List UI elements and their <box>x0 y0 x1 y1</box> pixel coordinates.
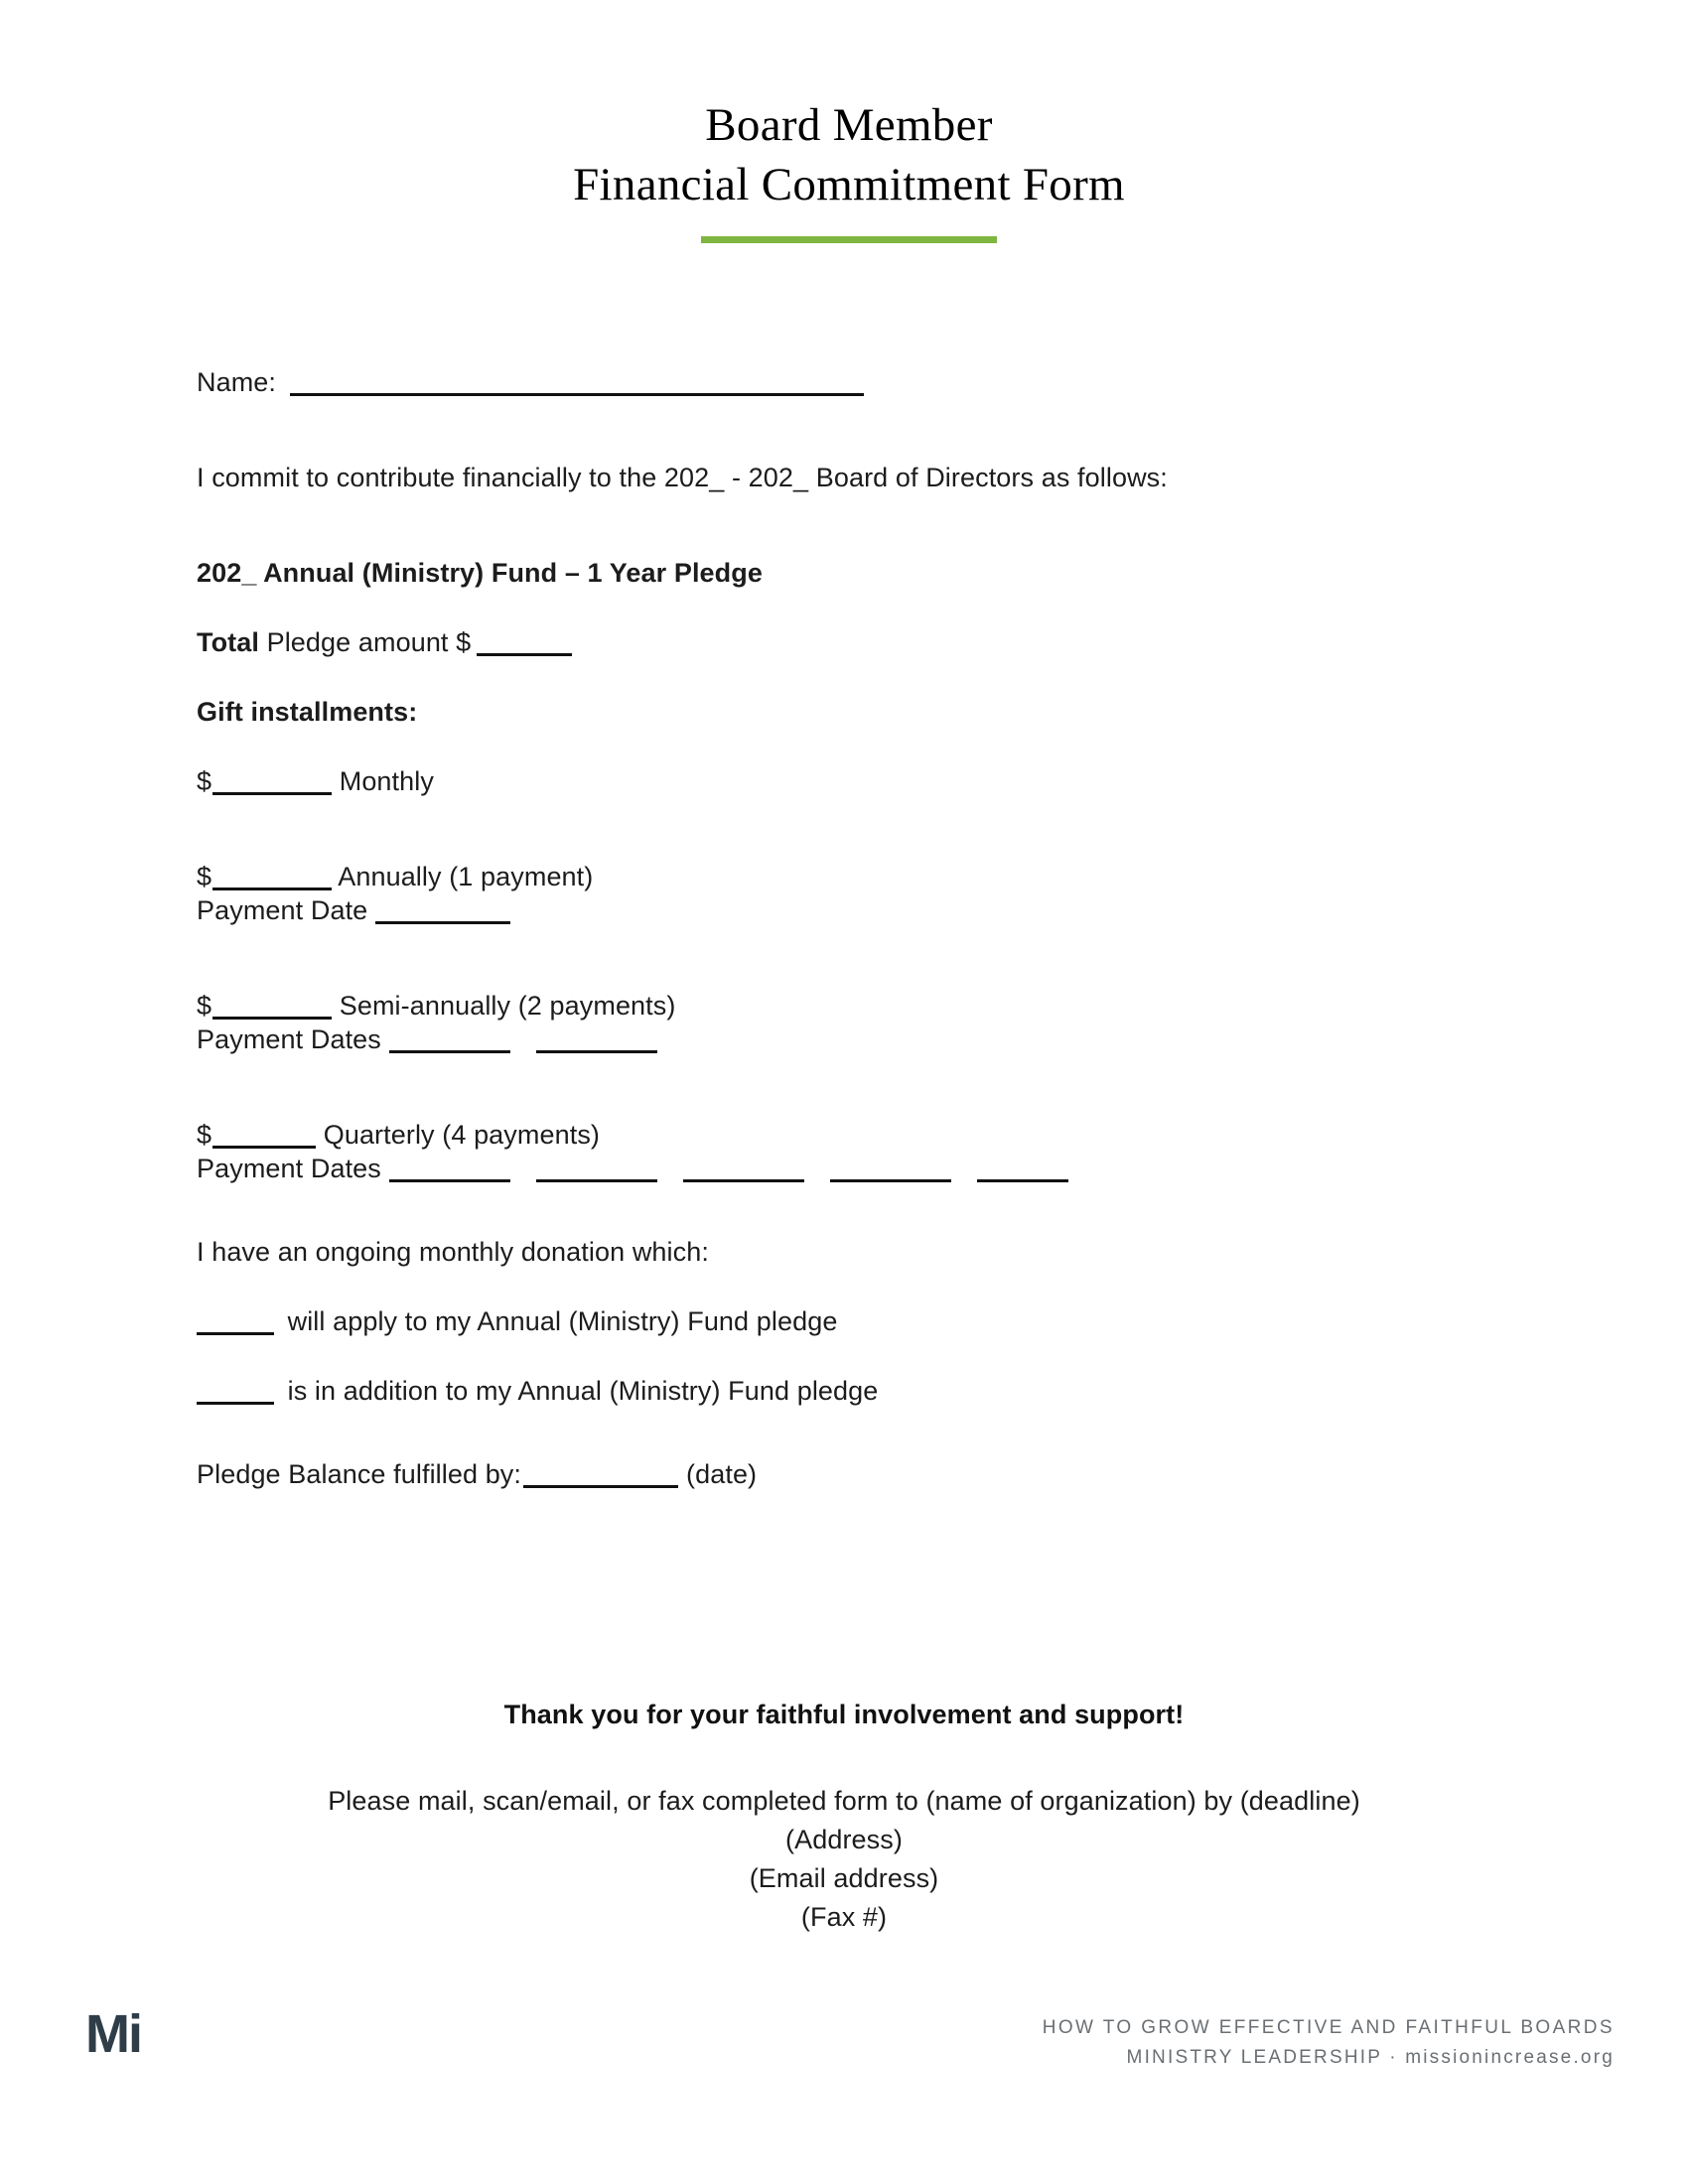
semiannual-payment-date-blank-1[interactable] <box>389 1050 510 1053</box>
ongoing-option-apply-blank[interactable] <box>197 1332 274 1335</box>
pledge-balance-suffix: (date) <box>686 1459 758 1489</box>
ongoing-option-addition-blank[interactable] <box>197 1402 274 1405</box>
document-title-block <box>0 95 1688 243</box>
page-title-line-2: Financial Commitment Form <box>573 159 1125 210</box>
total-amount-blank[interactable] <box>477 653 572 656</box>
page-title-line-1: Board Member <box>705 99 993 151</box>
form-body <box>197 365 1507 1491</box>
semiannual-payment-date-blank-2[interactable] <box>536 1050 657 1053</box>
footer-line-2 <box>1043 2043 1615 2073</box>
pledge-balance-date-blank[interactable] <box>523 1485 678 1488</box>
quarterly-payment-date-blank-2[interactable] <box>536 1179 657 1182</box>
semiannual-installment-row <box>197 989 1507 1023</box>
mailing-instructions <box>0 1782 1688 1937</box>
quarterly-payment-date-blank-4[interactable] <box>830 1179 951 1182</box>
name-label: Name: <box>197 367 277 397</box>
total-label-rest: Pledge amount $ <box>259 627 472 657</box>
quarterly-payment-dates-row <box>197 1152 1507 1185</box>
quarterly-installment-row <box>197 1118 1507 1152</box>
footer-attribution <box>1043 2013 1615 2073</box>
monthly-amount-blank[interactable] <box>212 792 332 795</box>
quarterly-payment-date-blank-1[interactable] <box>389 1179 510 1182</box>
mission-increase-logo: Mi <box>85 2004 141 2064</box>
quarterly-amount-blank[interactable] <box>212 1146 316 1149</box>
ongoing-option-apply-row <box>197 1304 1507 1338</box>
annually-installment-row <box>197 860 1507 893</box>
quarterly-payment-date-blank-5[interactable] <box>977 1179 1068 1182</box>
mailing-line-fax: (Fax #) <box>800 1902 888 1932</box>
mailing-line-email: (Email address) <box>749 1863 939 1893</box>
annually-payment-date-label: Payment Date <box>197 895 368 925</box>
annually-payment-date-blank[interactable] <box>375 921 510 924</box>
quarterly-payment-dates-label: Payment Dates <box>197 1154 381 1183</box>
total-pledge-row <box>197 625 1507 659</box>
ongoing-donation-intro: I have an ongoing monthly donation which: <box>197 1237 709 1267</box>
semiannual-label: Semi-annually (2 payments) <box>332 991 676 1021</box>
pledge-heading: 202_ Annual (Ministry) Fund – 1 Year Pledge <box>197 558 763 588</box>
annually-currency-symbol: $ <box>197 862 212 891</box>
quarterly-label: Quarterly (4 payments) <box>316 1120 601 1150</box>
quarterly-currency-symbol: $ <box>197 1120 212 1150</box>
total-label-bold: Total <box>197 627 259 657</box>
semiannual-amount-blank[interactable] <box>212 1017 332 1020</box>
monthly-label: Monthly <box>332 766 434 796</box>
semiannual-payment-dates-label: Payment Dates <box>197 1024 381 1054</box>
commitment-intro: I commit to contribute financially to the 202_ - 202_ Board of Directors as follows: <box>197 463 1168 492</box>
pledge-balance-row <box>197 1457 1507 1491</box>
monthly-installment-row <box>197 764 1507 798</box>
footer-program-name: MINISTRY LEADERSHIP · <box>1126 2047 1406 2068</box>
name-input-blank[interactable] <box>290 393 864 396</box>
semiannual-payment-dates-row <box>197 1023 1507 1056</box>
pledge-balance-label: Pledge Balance fulfilled by: <box>197 1459 522 1489</box>
name-field-row <box>197 365 1507 399</box>
monthly-currency-symbol: $ <box>197 766 212 796</box>
annually-amount-blank[interactable] <box>212 887 332 890</box>
gift-installments-heading: Gift installments: <box>197 697 418 727</box>
annually-label: Annually (1 payment) <box>332 862 594 891</box>
ongoing-option-apply-label: will apply to my Annual (Ministry) Fund pledge <box>280 1306 838 1336</box>
footer-website: missionincrease.org <box>1405 2047 1615 2068</box>
semiannual-currency-symbol: $ <box>197 991 212 1021</box>
ongoing-option-addition-row <box>197 1374 1507 1408</box>
title-accent-rule <box>701 236 997 243</box>
ongoing-option-addition-label: is in addition to my Annual (Ministry) Fund pledge <box>280 1376 879 1406</box>
quarterly-payment-date-blank-3[interactable] <box>683 1179 804 1182</box>
mailing-line-1: Please mail, scan/email, or fax completed form to (name of organization) by (deadline) <box>328 1786 1360 1816</box>
thank-you-message: Thank you for your faithful involvement and support! <box>503 1700 1185 1729</box>
annually-payment-date-row <box>197 893 1507 927</box>
footer-line-1: HOW TO GROW EFFECTIVE AND FAITHFUL BOARDS <box>1042 2017 1615 2038</box>
mailing-line-address: (Address) <box>785 1825 903 1854</box>
